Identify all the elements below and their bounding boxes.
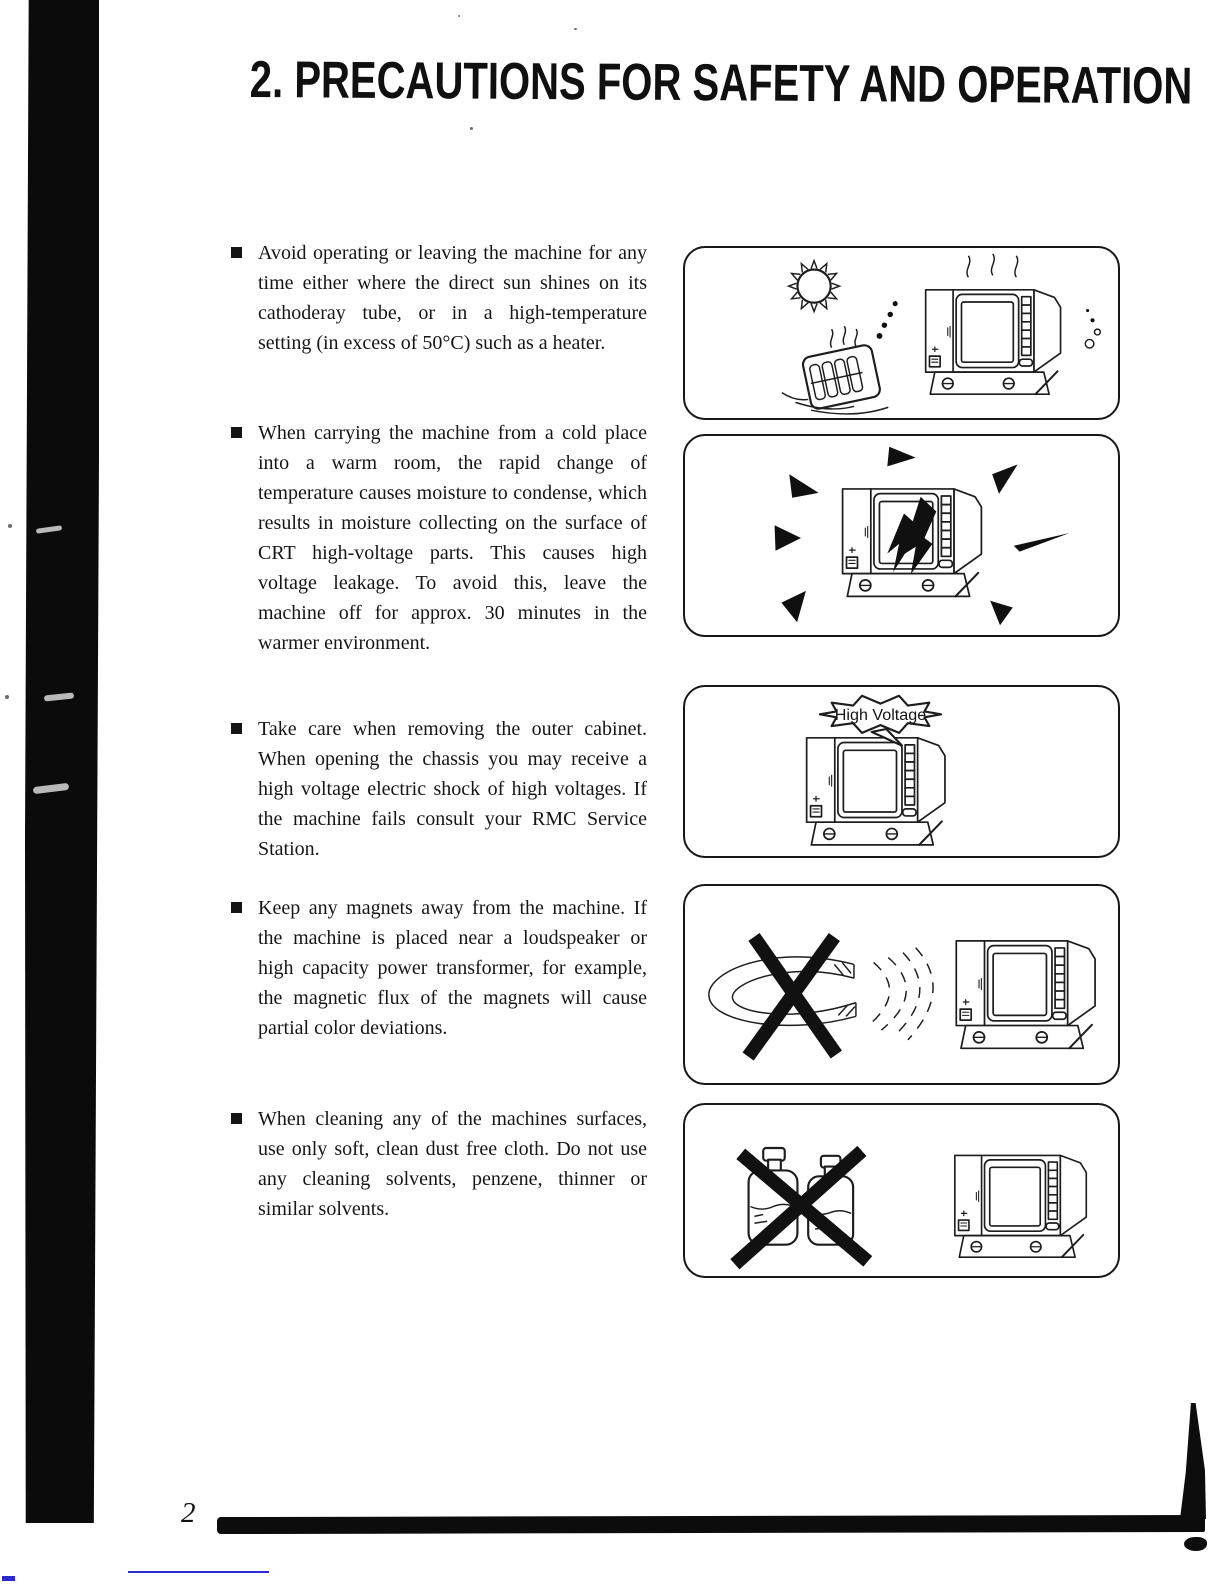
machine-icon — [807, 738, 945, 845]
machine-icon — [956, 941, 1095, 1048]
precaution-item — [231, 714, 647, 864]
blue-corner-artifact — [2, 1576, 15, 1581]
footer-rule-bar — [217, 1515, 1205, 1534]
scan-blob-artifact — [1184, 1537, 1207, 1551]
scan-speck — [5, 695, 9, 699]
precaution-text: Avoid operating or leaving the machine for any time either where the direct sun shines on its cathoderay tube, or in a high-temperature setting (in excess of 50°C) such as a heater. — [258, 242, 647, 354]
illustration-no-solvents — [683, 1103, 1120, 1278]
illustration-high-voltage — [683, 685, 1120, 858]
precaution-text: When carrying the machine from a cold place into a warm room, the rapid change of temperature causes moisture to condense, which results in moisture collecting on the surface of CRT high-voltage parts. This causes high voltage leakage. To avoid this, leave the machine off for approx. 30 minutes in the warmer environment. — [258, 422, 647, 654]
illustration-voltage-flash — [683, 434, 1120, 637]
square-bullet-icon — [231, 247, 242, 258]
scan-speck — [8, 524, 12, 528]
heater-icon — [802, 344, 882, 410]
high-voltage-label: High Voltage — [834, 706, 927, 725]
illustration-avoid-heat — [683, 246, 1120, 420]
steam-dots — [1085, 309, 1100, 348]
page-title: 2. PRECAUTIONS FOR SAFETY AND OPERATION — [249, 50, 1193, 116]
square-bullet-icon — [231, 1113, 242, 1124]
precaution-text: When cleaning any of the machines surfaces, use only soft, clean dust free cloth. Do not use any cleaning solvents, penzene, thinner or similar solvents. — [258, 1108, 647, 1220]
magnetic-flux-icon — [869, 948, 933, 1040]
precaution-item — [231, 893, 647, 1043]
precaution-item — [231, 1104, 647, 1224]
scan-streak-artifact — [1180, 1403, 1206, 1519]
square-bullet-icon — [231, 427, 242, 438]
scan-binding-bar — [25, 0, 99, 1523]
prohibition-x-icon — [748, 937, 836, 1057]
scan-speck — [470, 127, 473, 130]
heat-dots — [877, 301, 898, 339]
precaution-text: Take care when removing the outer cabinet. When opening the chassis you may receive a high voltage electric shock of high voltages. If the machine fails consult your RMC Service Station. — [258, 718, 647, 860]
scan-speck — [574, 28, 577, 30]
blue-underline-artifact — [128, 1571, 269, 1573]
sun-icon — [789, 261, 840, 312]
precaution-item — [231, 418, 647, 658]
precaution-item — [231, 238, 647, 358]
square-bullet-icon — [231, 902, 242, 913]
illustration-keep-magnets-away — [683, 884, 1120, 1085]
machine-icon — [955, 1155, 1086, 1257]
page-number: 2 — [181, 1497, 196, 1529]
scan-speck — [458, 15, 460, 17]
square-bullet-icon — [231, 723, 242, 734]
machine-icon — [926, 290, 1061, 394]
precaution-text: Keep any magnets away from the machine. If the machine is placed near a loudspeaker or high capacity power transformer, for example, the magnetic flux of the magnets will cause partial color deviations. — [258, 897, 647, 1039]
